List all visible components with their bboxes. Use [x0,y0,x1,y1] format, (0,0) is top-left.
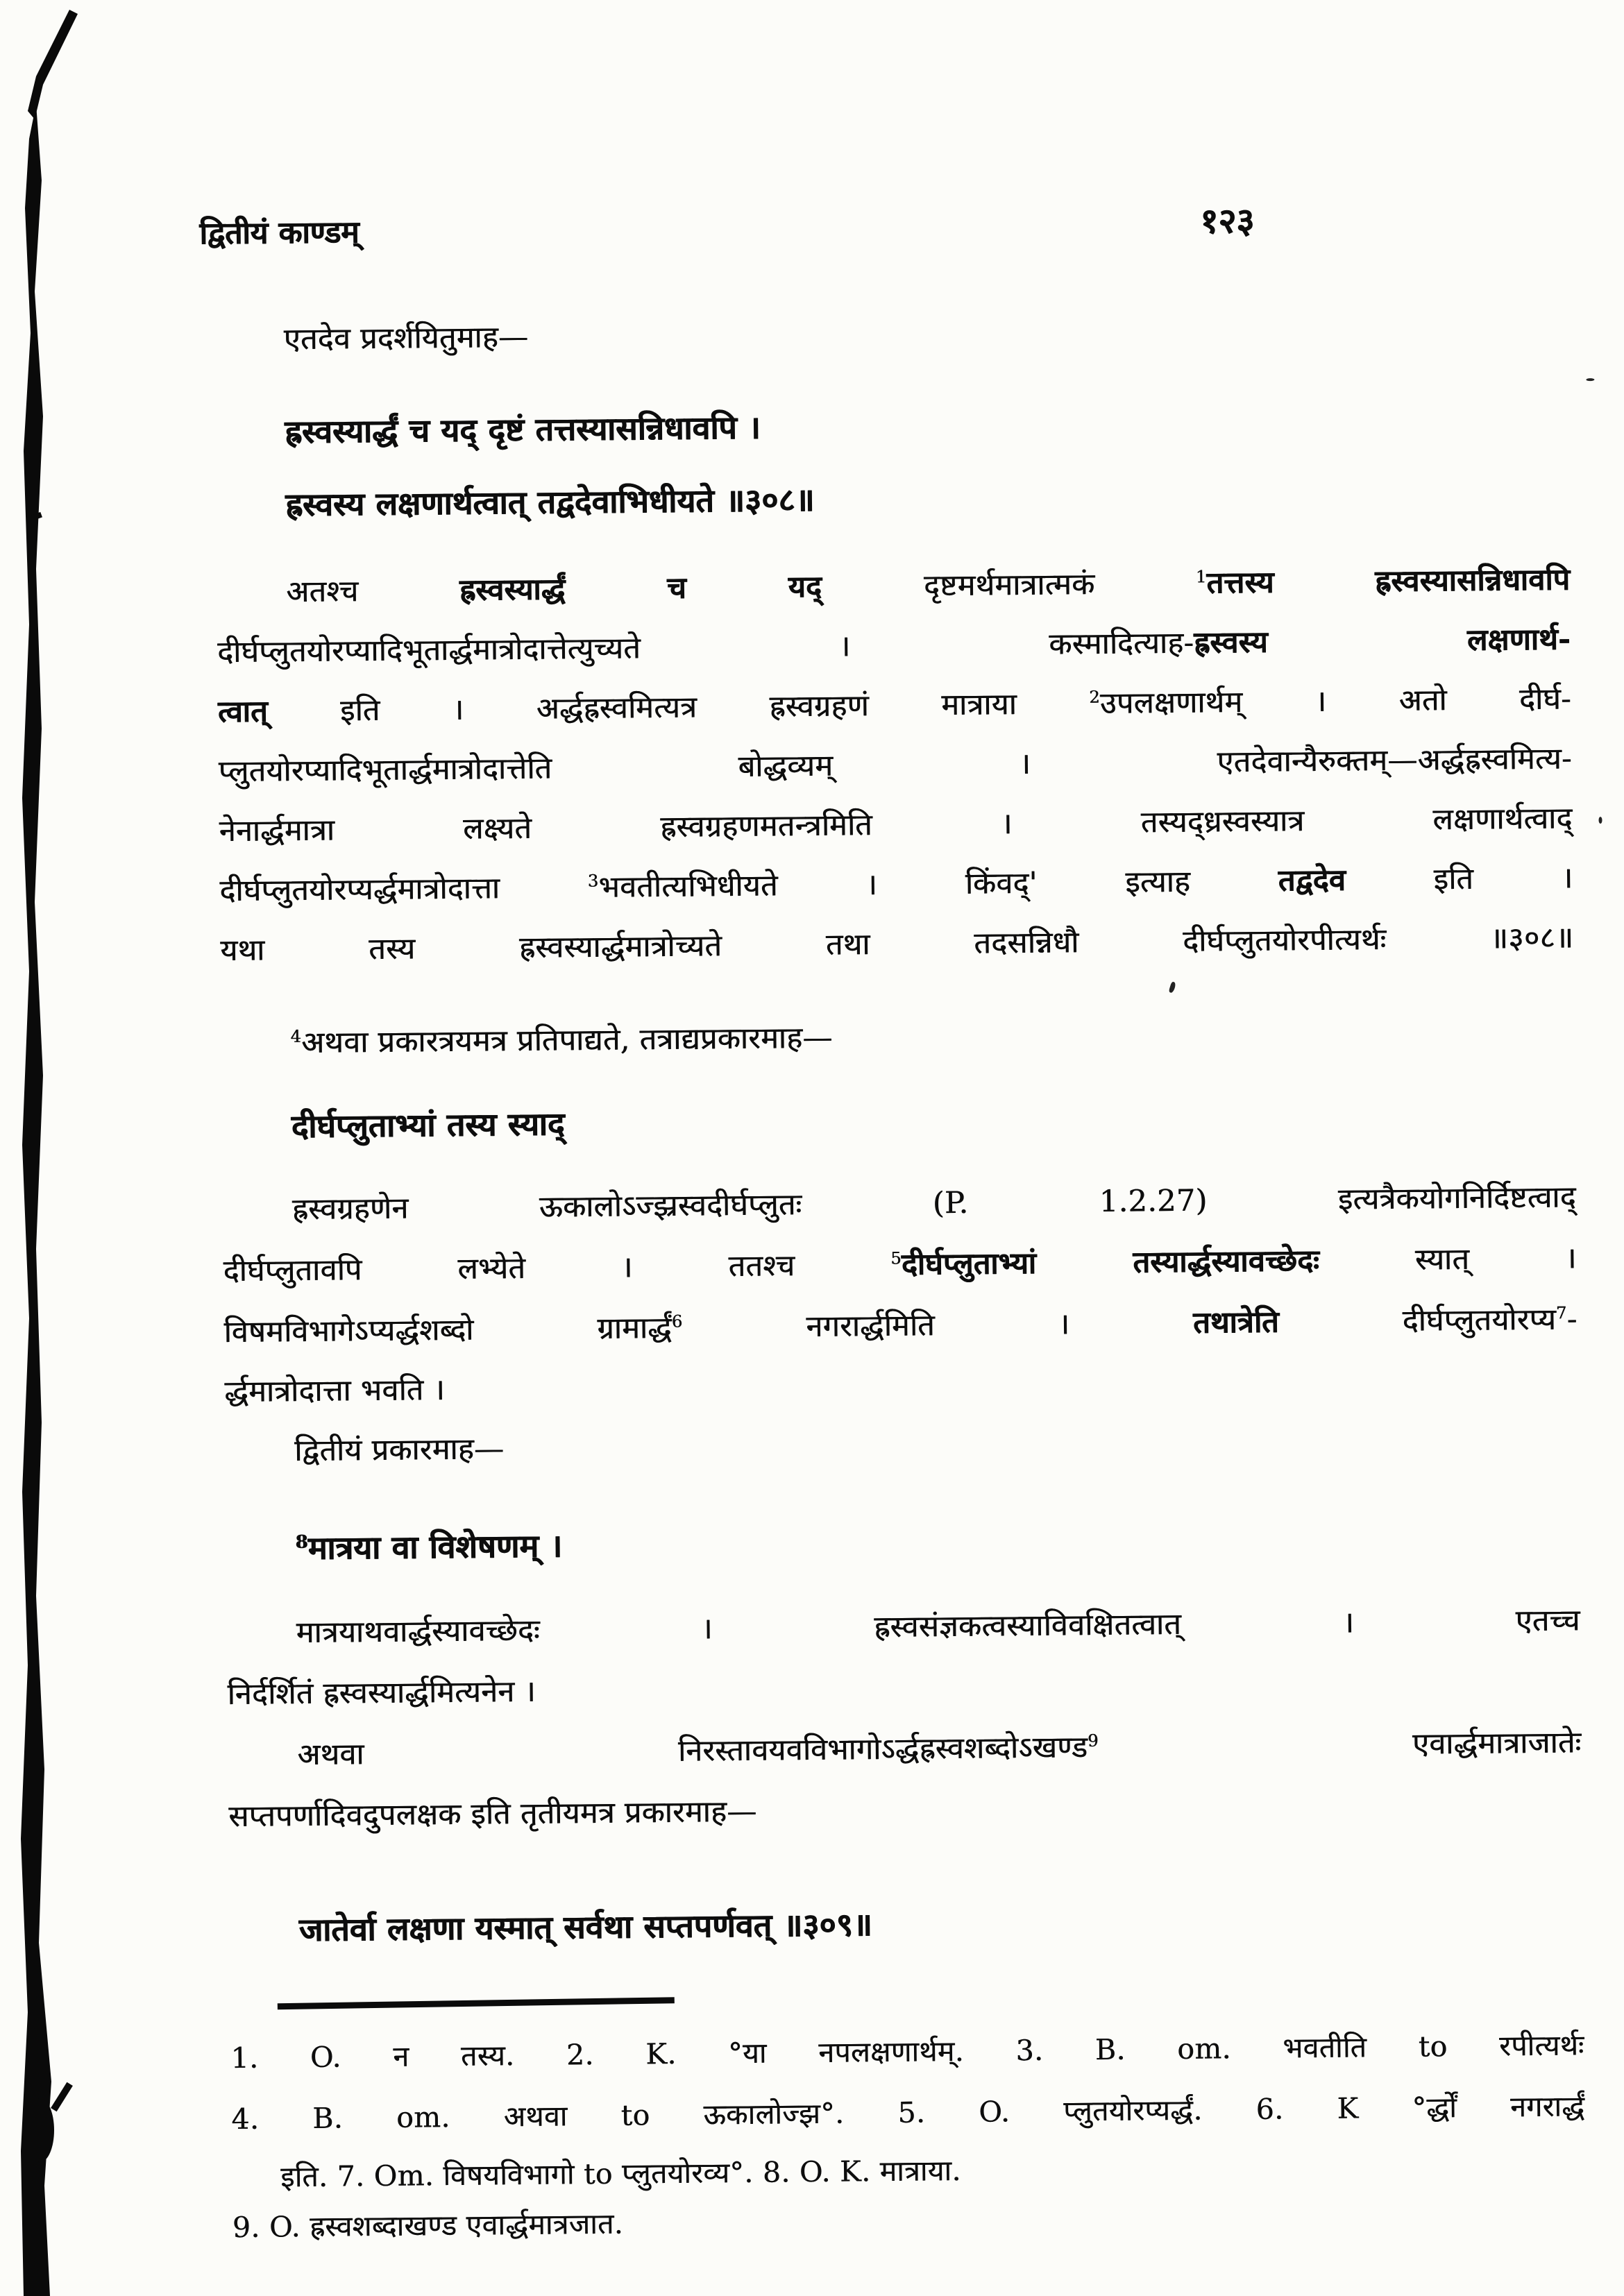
ink-speck [1169,981,1176,993]
body-text: - [1566,1302,1578,1337]
ink-speck [1586,378,1594,381]
footnote-line: 4. B. om. अथवा to ऊकालोज्झ°. 5. O. प्लुतयोरप्यर्द्धं. 6. K °र्द्धों नगरार्द्धं [231,2089,1585,2136]
footnote-ref-superscript: 2 [1089,687,1100,707]
body-text: नगरार्द्धमिति । [682,1305,1194,1345]
footnote-ref-superscript: 9 [1087,1730,1099,1751]
commentary-309b-line [226,1599,1580,1654]
body-text: दृष्टमर्थमात्रात्मकं [923,566,1196,604]
verse-309-line: जातेर्वा लक्षणा यस्मात् सर्वथा सप्तपर्णवत् ॥३०९॥ [298,1905,872,1949]
commentary-309b-line [227,1660,1580,1715]
body-text: विषमविभागेऽप्यर्द्धशब्दो ग्रामार्द्धं [223,1310,673,1350]
body-text: दीर्घप्लुतयोरप्यादिभूतार्द्धमात्रोदात्तेत्युच्यते । कस्मादित्याह- [217,625,1194,670]
transition-line: द्वितीयं प्रकारमाह— [294,1431,505,1469]
body-text: दीर्घप्लुतयोरप्य [1278,1302,1557,1340]
body-text: सप्तपर्णादिवदुपलक्षक इति तृतीयमत्र प्रकारमाह— [228,1794,757,1835]
commentary-308-line [220,917,1573,971]
footnote-ref-superscript: 1 [1195,567,1207,587]
page-number: १२३ [1199,199,1255,241]
body-text: भवतीत्यभिधीयते । किंवद्' इत्याह [598,863,1278,905]
pratika-bold-text: ह्रस्वस्यासन्निधावपि [1374,562,1571,599]
body-text: अथवा निरस्तावयवविभागोऽर्द्धह्रस्वशब्दोऽखण्ड [297,1730,1088,1773]
footnote-ref-superscript: 4 [290,1026,302,1046]
footnote-ref-superscript: 7 [1555,1303,1567,1323]
commentary-308-line [219,797,1572,852]
pratika-bold-text: च यद् [565,568,924,607]
body-text: नेनार्द्धमात्रा लक्ष्यते ह्रस्वग्रहणमतन्त्रमिति । तस्यद्ध्रस्वस्यात्र लक्षणार्थत्वाद् [219,801,1573,849]
commentary-308-line [218,738,1571,792]
body-text: यथा तस्य ह्रस्वस्यार्द्धमात्रोच्यते तथा तदसन्निधौ दीर्घप्लुतयोरपीत्यर्थः ॥३०८॥ [219,920,1574,969]
body-text: स्यात् । [1319,1241,1577,1278]
footnote-line: इति. 7. Om. विषयविभागो to प्लुतयोरव्य°. 8. O. K. मात्राया. [280,2154,961,2194]
verse-308-line-1: ह्रस्वस्यार्द्धं च यद् दृष्टं तत्तस्यासन्निधावपि । [284,408,761,451]
transition-line [221,1010,1574,1064]
body-text [1274,564,1375,599]
body-text: प्लुतयोरप्यादिभूतार्द्धमात्रोदात्तेति बोद्धव्यम् । एतदेवान्यैरुक्तम्—अर्द्धह्रस्वमित्य- [218,741,1572,790]
body-text: उपलक्षणार्थम् । अतो दीर्घ- [1099,681,1572,721]
footnote-ref-superscript: 3 [587,871,599,891]
pratika-bold-text: ह्रस्वस्य लक्षणार्थ- [1193,622,1571,661]
footnote-rule [278,1997,675,2009]
pratika-bold-text: तत्तस्य [1206,565,1274,601]
body-text: ह्रस्वग्रहणेन ऊकालोऽज्झ्रस्वदीर्घप्लुतः (P. 1.2.27) इत्यत्रैकयोगनिर्दिष्टत्वाद् [291,1180,1576,1227]
commentary-308-line [217,559,1570,613]
footnote-ref-superscript: 5 [890,1248,902,1268]
footnote-ref-superscript: 8 [295,1531,308,1553]
pratika-heading-309b [226,1515,1579,1570]
ink-speck [1598,817,1602,824]
body-text: इति । अर्द्धह्रस्वमित्यत्र ह्रस्वग्रहणं मात्राया [267,686,1090,729]
body-text: अथवा प्रकारत्रयमत्र प्रतिपाद्यते, तत्राद्यप्रकारमाह— [301,1020,833,1061]
body-text: निर्दर्शितं ह्रस्वस्यार्द्धमित्यनेन । [227,1674,536,1712]
pratika-bold-text: तद्वदेव [1278,862,1346,899]
commentary-308-line [218,678,1571,733]
commentary-309a-line [223,1237,1576,1292]
commentary-309a-line [223,1298,1577,1353]
commentary-308-line [217,618,1571,673]
pratika-bold-text: तथात्रेति [1192,1304,1280,1341]
commentary-309a-line [223,1176,1576,1231]
pratika-bold-text: ह्रस्वस्यार्द्धं [459,572,566,608]
body-text: एवार्द्धमात्राजातेः [1098,1725,1582,1765]
body-text: इति । [1345,860,1573,898]
footnote-line: 1. O. न तस्य. 2. K. °या नपलक्षणार्थम्. 3. B. om. भवतीति to रपीत्यर्थः [230,2028,1584,2075]
body-text: अतश्च [286,572,460,610]
pratika-bold-text: दीर्घप्लुताभ्यां तस्यार्द्धस्यावच्छेदः [901,1243,1320,1282]
commentary-309b-line [228,1783,1582,1837]
pratika-heading-309a: दीर्घप्लुताभ्यां तस्य स्याद् [291,1105,565,1146]
pratika-bold-text: त्वात् [217,694,269,730]
body-text: मात्रयाथवार्द्धस्यावच्छेदः । ह्रस्वसंज्ञकत्वस्याविवक्षितत्वात् । एतच्च [296,1603,1580,1651]
body-text: र्द्धमात्रोदात्ता भवति । [224,1372,446,1410]
footnote-ref-superscript: 6 [671,1311,683,1332]
commentary-309a-line [224,1358,1578,1413]
body-text: दीर्घप्लुतावपि लभ्येते । ततश्च [223,1247,891,1289]
commentary-309b-line [228,1721,1581,1776]
running-header-title: द्वितीयं काण्डम् [199,214,360,252]
intro-line: एतदेव प्रदर्शयितुमाह— [283,319,529,357]
pratika-bold-text: मात्रया वा विशेषणम् । [307,1527,563,1567]
body-text: दीर्घप्लुतयोरप्यर्द्धमात्रोदात्ता [219,870,589,909]
footnote-line: 9. O. ह्रस्वशब्दाखण्ड एवार्द्धमात्रजात. [232,2206,624,2245]
verse-308-line-2: ह्रस्वस्य लक्षणार्थत्वात् तद्वदेवाभिधीयते ॥३०८॥ [285,480,815,524]
commentary-308-line [219,857,1573,912]
